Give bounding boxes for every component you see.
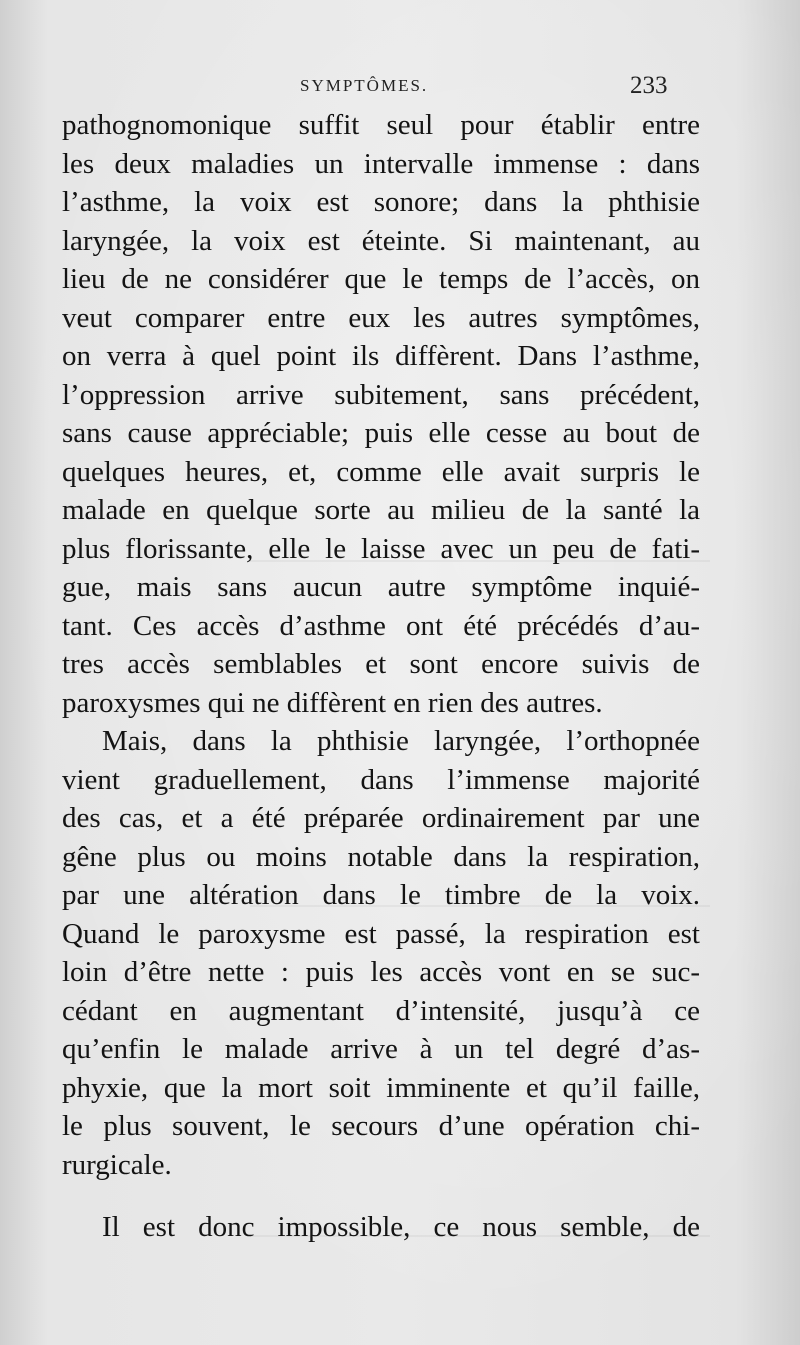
text-line: gue, mais sans aucun autre symptôme inquié-	[62, 571, 700, 603]
text-line: pathognomonique suffit seul pour établir entre	[62, 109, 700, 141]
text-line: Il est donc impossible, ce nous semble, de	[102, 1211, 700, 1243]
page-number: 233	[630, 72, 668, 99]
text-line: Quand le paroxysme est passé, la respiration est	[62, 917, 700, 950]
paragraph	[62, 722, 700, 1184]
text-line: Mais, dans la phthisie laryngée, l’orthopnée	[102, 725, 700, 757]
text-line: tant. Ces accès d’asthme ont été précédés d’au-	[62, 609, 700, 642]
text-line: veut comparer entre eux les autres symptômes,	[62, 301, 700, 334]
text-line: gêne plus ou moins notable dans la respiration,	[62, 840, 700, 873]
text-line: quelques heures, et, comme elle avait surpris le	[62, 455, 700, 488]
running-head	[0, 72, 800, 102]
text-line: l’asthme, la voix est sonore; dans la phthisie	[62, 186, 700, 218]
text-line: rurgicale.	[62, 1148, 172, 1181]
text-line: on verra à quel point ils diffèrent. Dans l’asthme,	[62, 340, 700, 372]
paragraph	[62, 1208, 700, 1247]
text-line: par une altération dans le timbre de la voix.	[62, 879, 700, 911]
text-line: paroxysmes qui ne diffèrent en rien des autres.	[62, 686, 603, 719]
text-line: phyxie, que la mort soit imminente et qu’il faille,	[62, 1071, 700, 1104]
text-line: tres accès semblables et sont encore suivis de	[62, 648, 700, 680]
text-line: cédant en augmentant d’intensité, jusqu’à ce	[62, 994, 700, 1027]
text-line: des cas, et a été préparée ordinairement par une	[62, 802, 700, 834]
text-line: malade en quelque sorte au milieu de la santé la	[62, 494, 700, 526]
text-line: l’oppression arrive subitement, sans précédent,	[62, 378, 700, 411]
text-line: plus florissante, elle le laisse avec un peu de fati-	[62, 532, 700, 565]
text-line: vient graduellement, dans l’immense majorité	[62, 763, 700, 796]
text-line: laryngée, la voix est éteinte. Si maintenant, au	[62, 224, 700, 257]
text-line: le plus souvent, le secours d’une opération chi-	[62, 1110, 700, 1142]
text-line: lieu de ne considérer que le temps de l’accès, on	[62, 263, 700, 295]
paragraph-gap	[62, 1184, 700, 1208]
text-line: qu’enfin le malade arrive à un tel degré d’as-	[62, 1033, 700, 1065]
text-line: sans cause appréciable; puis elle cesse au bout de	[62, 417, 700, 449]
section-title: SYMPTÔMES.	[300, 76, 429, 95]
text-line: loin d’être nette : puis les accès vont en se suc-	[62, 956, 700, 988]
body-text	[62, 106, 700, 1247]
text-line: les deux maladies un intervalle immense : dans	[62, 147, 700, 180]
paragraph	[62, 106, 700, 722]
